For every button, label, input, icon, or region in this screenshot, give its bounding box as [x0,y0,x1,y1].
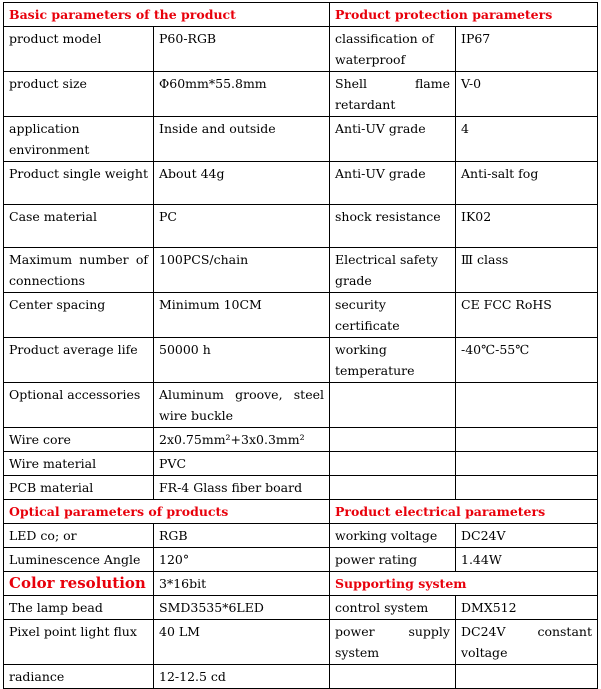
section-header-protection: Product protection parameters [330,3,598,27]
param-label: Wire core [4,428,154,452]
param-value: SMD3535*6LED [154,596,330,620]
param-label: Center spacing [4,293,154,338]
param-value [456,452,598,476]
param-value [456,476,598,500]
param-label: power rating [330,548,456,572]
param-label: security certificate [330,293,456,338]
param-value: PC [154,205,330,248]
param-label: product model [4,27,154,72]
param-label: The lamp bead [4,596,154,620]
table-row [4,117,598,162]
param-value: Aluminum groove, steel wire buckle [154,383,330,428]
table-row [4,383,598,428]
param-label: classification of waterproof [330,27,456,72]
param-value: 50000 h [154,338,330,383]
param-value: 12-12.5 cd [154,665,330,689]
param-value: IP67 [456,27,598,72]
table-row [4,293,598,338]
product-spec-table [3,2,598,689]
param-value: PVC [154,452,330,476]
param-value: DC24V [456,524,598,548]
section-header-supporting: Supporting system [330,572,598,596]
param-label [330,452,456,476]
table-row [4,27,598,72]
param-label: LED co; or [4,524,154,548]
param-value: 1.44W [456,548,598,572]
param-label: Anti-UV grade [330,117,456,162]
param-label: product size [4,72,154,117]
param-label: Product single weight [4,162,154,205]
param-label: Pixel point light flux [4,620,154,665]
table-row [4,548,598,572]
param-label: application environment [4,117,154,162]
param-label: control system [330,596,456,620]
param-value: 3*16bit [154,572,330,596]
table-row [4,428,598,452]
param-label: Wire material [4,452,154,476]
param-value: DMX512 [456,596,598,620]
param-label [330,665,456,689]
table-row [4,248,598,293]
param-label: Anti-UV grade [330,162,456,205]
table-row [4,476,598,500]
param-value: V-0 [456,72,598,117]
param-value: Ⅲ class [456,248,598,293]
param-value: 40 LM [154,620,330,665]
param-value: 100PCS/chain [154,248,330,293]
param-value: Φ60mm*55.8mm [154,72,330,117]
table-row [4,665,598,689]
param-label [330,428,456,452]
param-value [456,428,598,452]
param-value: 2x0.75mm²+3x0.3mm² [154,428,330,452]
param-value: Minimum 10CM [154,293,330,338]
param-value: 4 [456,117,598,162]
param-label: radiance [4,665,154,689]
param-label: Case material [4,205,154,248]
section-header-basic: Basic parameters of the product [4,3,330,27]
param-value: FR-4 Glass fiber board [154,476,330,500]
table-row [4,596,598,620]
param-label: Maximum number of connections [4,248,154,293]
param-label: Luminescence Angle [4,548,154,572]
section-header-optical: Optical parameters of products [4,500,330,524]
color-resolution-label: Color resolution [4,572,154,596]
param-label: power supply system [330,620,456,665]
param-label: working temperature [330,338,456,383]
table-row [4,205,598,248]
param-label: Optional accessories [4,383,154,428]
param-value: DC24V constant voltage [456,620,598,665]
param-value: P60-RGB [154,27,330,72]
param-label: shock resistance [330,205,456,248]
table-row [4,72,598,117]
param-value: About 44g [154,162,330,205]
param-value: -40℃-55℃ [456,338,598,383]
table-row [4,162,598,205]
param-value: Inside and outside [154,117,330,162]
param-value: RGB [154,524,330,548]
param-label: working voltage [330,524,456,548]
table-row [4,338,598,383]
param-value [456,383,598,428]
param-value: CE FCC RoHS [456,293,598,338]
param-label [330,383,456,428]
param-value: Anti-salt fog [456,162,598,205]
section-header-electrical: Product electrical parameters [330,500,598,524]
param-label: Product average life [4,338,154,383]
param-value [456,665,598,689]
table-row [4,524,598,548]
table-row [4,452,598,476]
param-value: IK02 [456,205,598,248]
param-label: Electrical safety grade [330,248,456,293]
table-row [4,620,598,665]
param-value: 120° [154,548,330,572]
param-label: PCB material [4,476,154,500]
param-label [330,476,456,500]
param-label: Shell flame retardant [330,72,456,117]
